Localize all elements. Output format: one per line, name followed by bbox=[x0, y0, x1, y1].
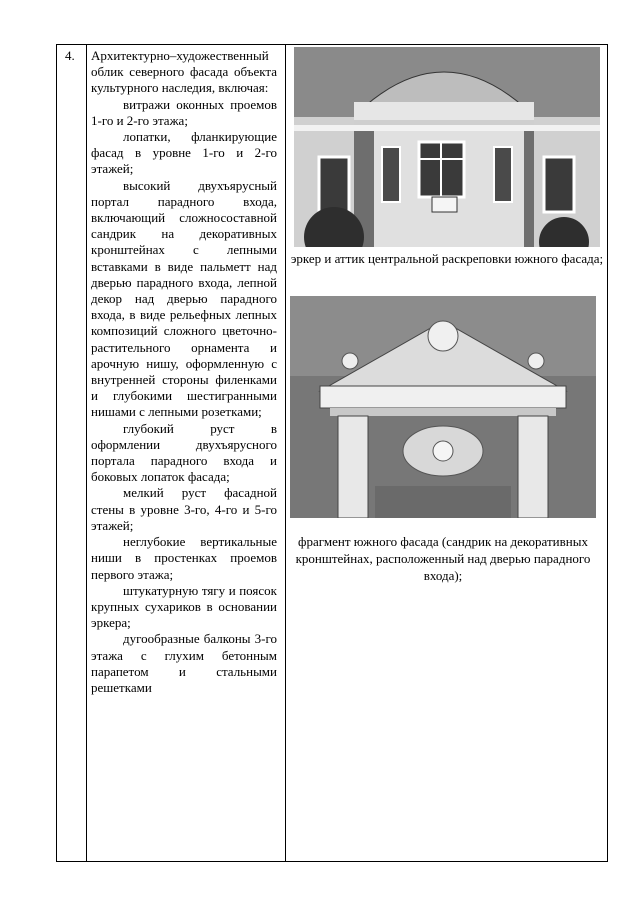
description-intro: Архитектурно–художественный облик северного фасада объекта культурного наследия, включая: bbox=[91, 48, 277, 96]
sandrik-caption: фрагмент южного фасада (сандрик на декоративных кронштейнах, расположенный над дверью парадного входа); bbox=[295, 534, 591, 583]
description-item: витражи оконных проемов 1-го и 2-го этажа; bbox=[91, 96, 277, 128]
sandrik-photo bbox=[290, 296, 596, 518]
description-item: штукатурную тягу и поясок крупных сухариков в основании эркера; bbox=[91, 582, 277, 631]
bay-window-image bbox=[294, 47, 600, 247]
description-item: неглубокие вертикальные ниши в простенках проемов первого этажа; bbox=[91, 534, 277, 582]
description-item: мелкий руст фасадной стены в уровне 3-го, 4-го и 5-го этажей; bbox=[91, 485, 277, 533]
description-item: дугообразные балконы 3-го этажа с глухим бетонным парапетом и стальными решетками bbox=[91, 631, 277, 695]
column-divider bbox=[285, 45, 286, 861]
description-item: высокий двухъярусный портал парадного входа, включающий сложносоставной сандрик на декоративных кронштейнах с лепными вставками в виде пальметт над дверью парадного входа, лепной декор над дверью парадного входа, в виде рельефных лепных композиций сложного цветочно-растительного орнамента и арочную нишу, оформленную с внутренней стороны филенками и глубокими шестигранными нишами с лепными розетками; bbox=[91, 177, 277, 420]
description-item: глубокий руст в оформлении двухъярусного портала парадного входа и боковых лопаток фасада; bbox=[91, 420, 277, 485]
sandrik-image bbox=[290, 296, 596, 518]
row-number: 4. bbox=[65, 48, 75, 63]
monument-table bbox=[56, 44, 608, 862]
column-divider bbox=[86, 45, 87, 861]
description-item: лопатки, фланкирующие фасад в уровне 1-го и 2-го этажей; bbox=[91, 129, 277, 177]
element-description bbox=[91, 48, 277, 696]
bay-window-caption: эркер и аттик центральной раскреповки южного фасада; bbox=[290, 251, 604, 266]
bay-window-photo bbox=[294, 47, 600, 247]
